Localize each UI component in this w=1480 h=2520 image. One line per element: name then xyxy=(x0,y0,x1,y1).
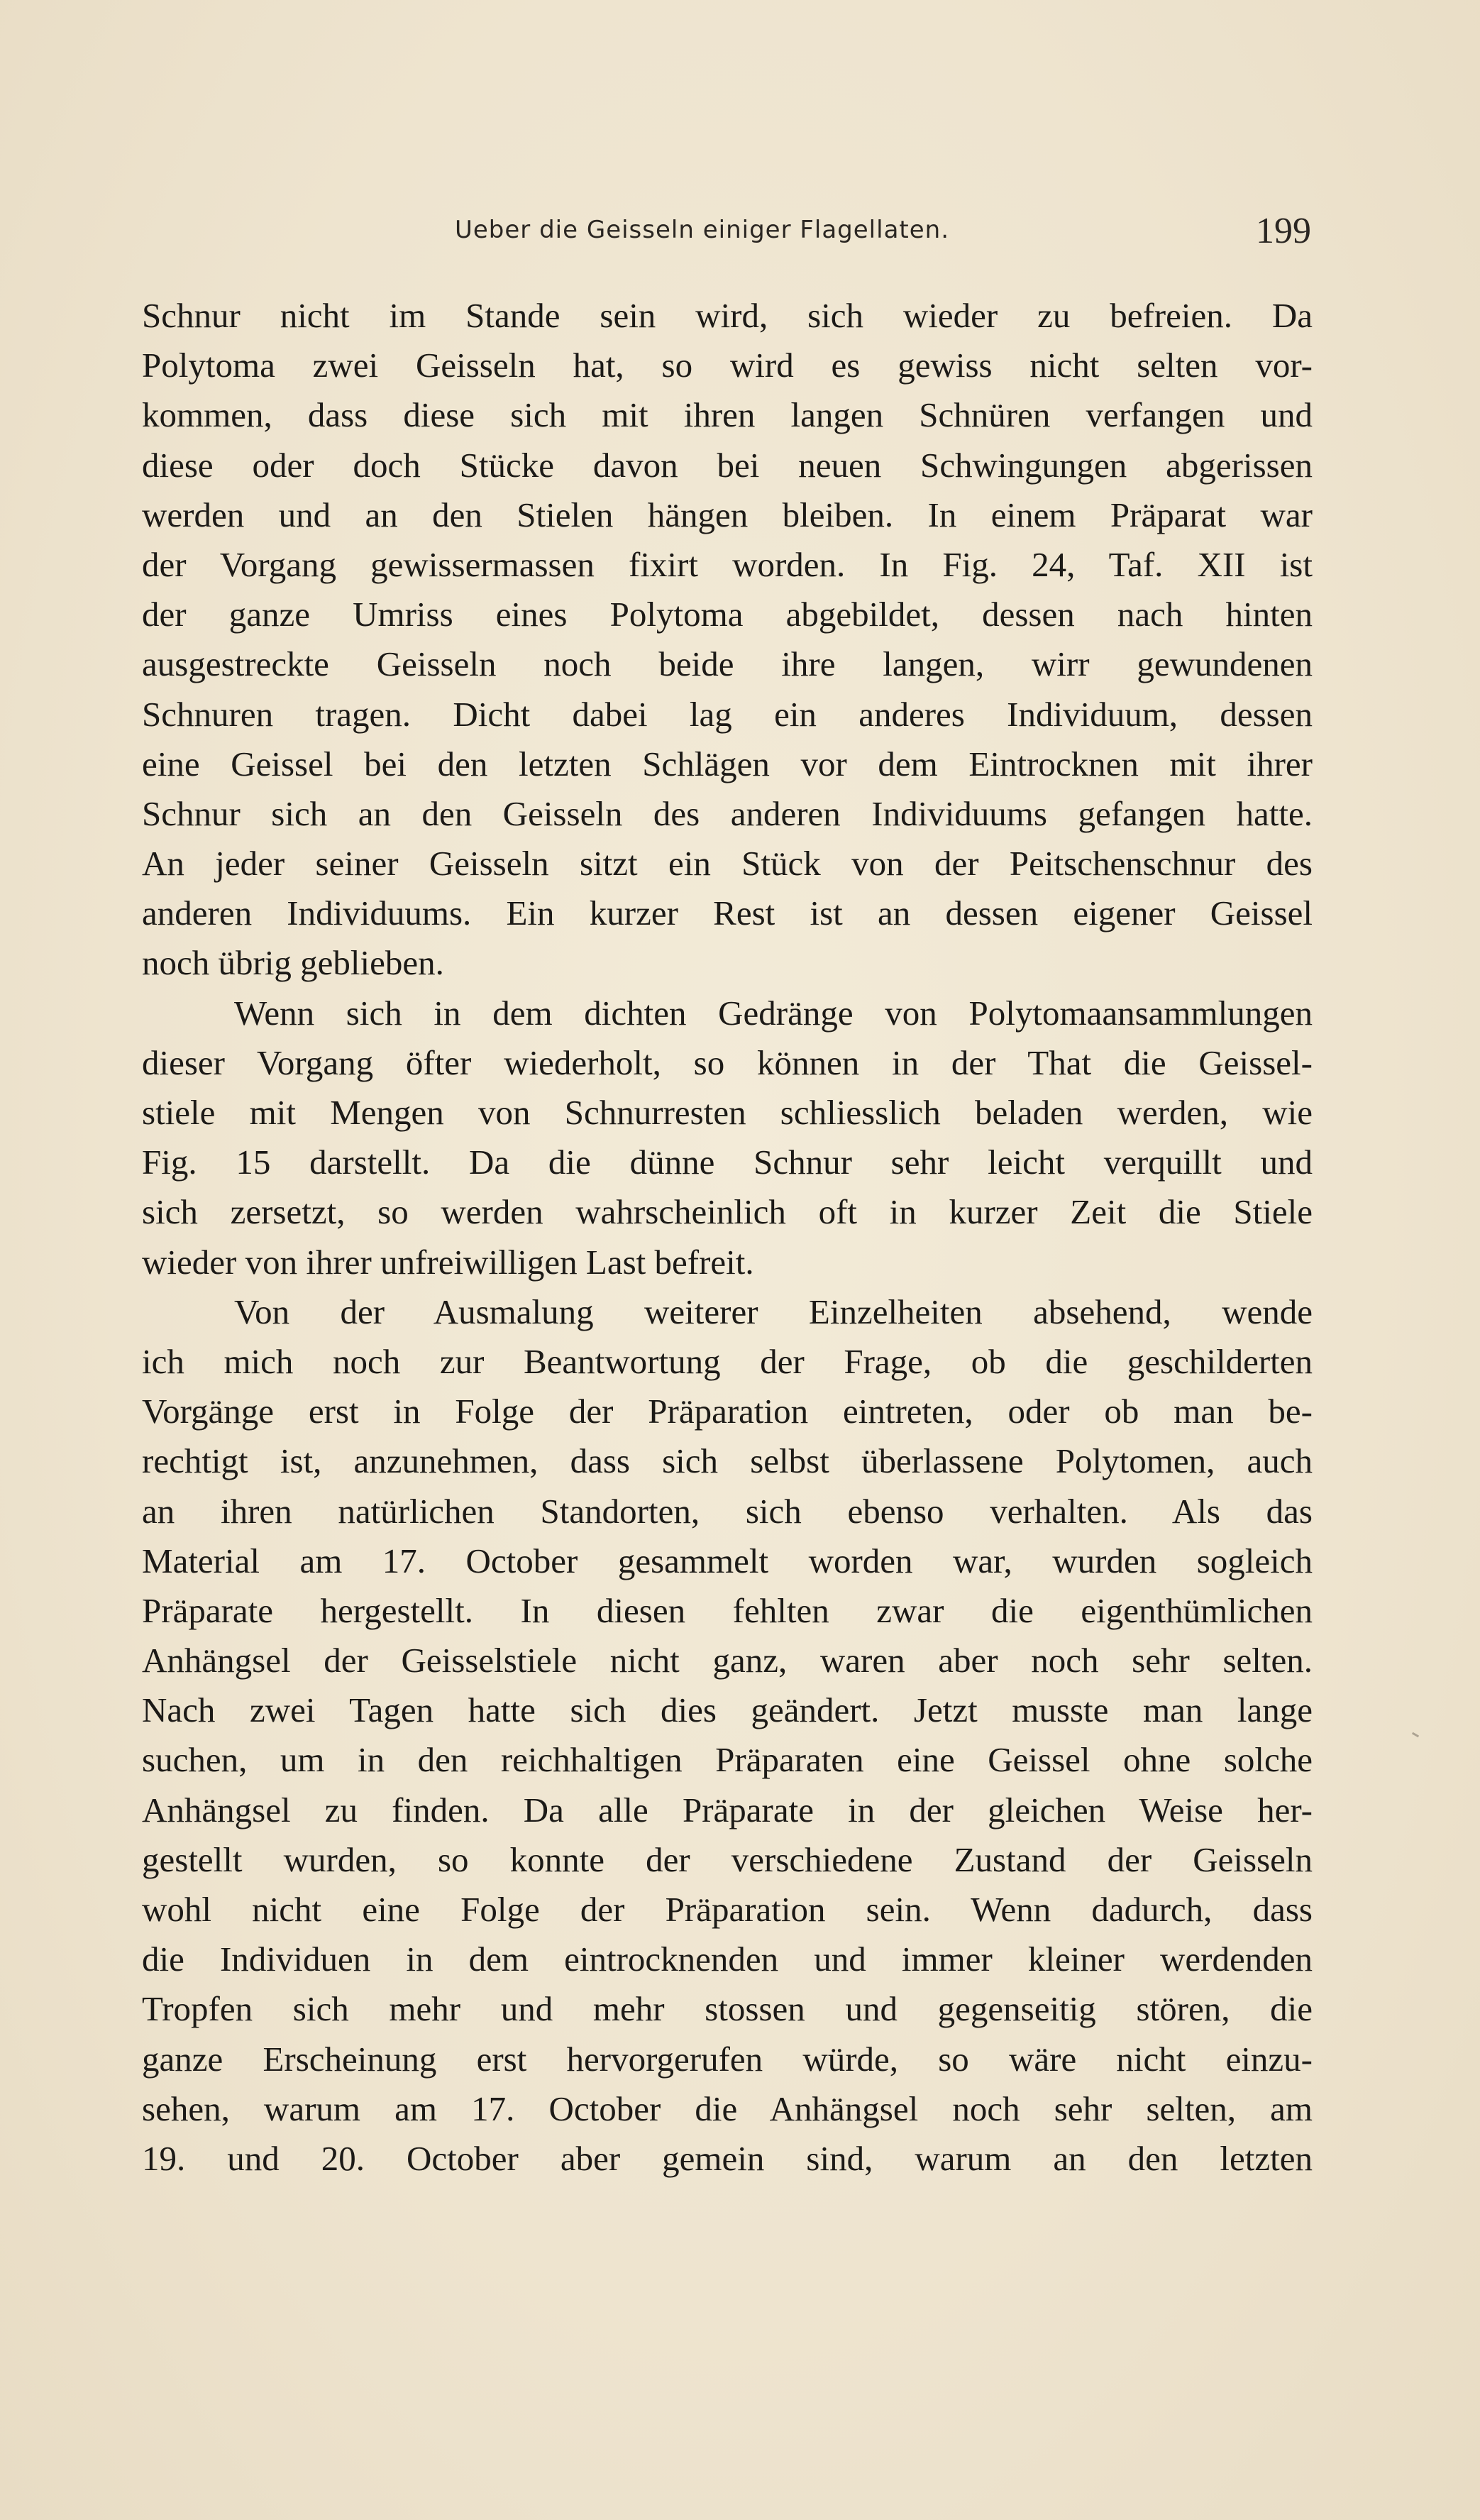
text-line: eine Geissel bei den letzten Schlägen vor dem Eintrocknen mit ihrer xyxy=(142,744,1313,783)
paragraph xyxy=(142,291,1313,989)
text-line: Schnuren tragen. Dicht dabei lag ein anderes Individuum, dessen xyxy=(142,694,1313,734)
text-line: suchen, um in den reichhaltigen Präparaten eine Geissel ohne solche xyxy=(142,1740,1313,1780)
text-line: ausgestreckte Geisseln noch beide ihre langen, wirr gewundenen xyxy=(142,644,1313,684)
paragraph xyxy=(142,989,1313,1287)
text-line: Schnur sich an den Geisseln des anderen Individuums gefangen hatte. xyxy=(142,793,1313,833)
text-line: rechtigt ist, anzunehmen, dass sich selbst überlassene Polytomen, auch xyxy=(142,1441,1313,1481)
text-line: Polytoma zwei Geisseln hat, so wird es gewiss nicht selten vor- xyxy=(142,346,1313,385)
text-line: Vorgänge erst in Folge der Präparation eintreten, oder ob man be- xyxy=(142,1392,1313,1431)
text-line: An jeder seiner Geisseln sitzt ein Stück von der Peitschenschnur des xyxy=(142,844,1313,884)
text-line: werden und an den Stielen hängen bleiben. In einem Präparat war xyxy=(142,495,1313,534)
text-line: stiele mit Mengen von Schnurresten schliesslich beladen werden, wie xyxy=(142,1093,1313,1132)
paragraph xyxy=(142,1287,1313,2184)
text-line: kommen, dass diese sich mit ihren langen Schnüren verfangen und xyxy=(142,395,1313,435)
text-line: sich zersetzt, so werden wahrscheinlich oft in kurzer Zeit die Stiele xyxy=(142,1192,1313,1232)
text-line: noch übrig geblieben. xyxy=(142,943,444,983)
text-line: sehen, warum am 17. October die Anhängsel noch sehr selten, am xyxy=(142,2089,1313,2128)
text-line: wohl nicht eine Folge der Präparation sein. Wenn dadurch, dass xyxy=(142,1890,1313,1929)
text-line: gestellt wurden, so konnte der verschiedene Zustand der Geisseln xyxy=(142,1839,1313,1879)
text-line: 19. und 20. October aber gemein sind, warum an den letzten xyxy=(142,2138,1313,2178)
text-line: diese oder doch Stücke davon bei neuen Schwingungen abgerissen xyxy=(142,445,1313,485)
text-line: anderen Individuums. Ein kurzer Rest ist an dessen eigener Geissel xyxy=(142,893,1313,933)
text-line: an ihren natürlichen Standorten, sich ebenso verhalten. Als das xyxy=(142,1491,1313,1531)
text-line: wieder von ihrer unfreiwilligen Last befreit. xyxy=(142,1242,754,1282)
text-line: Anhängsel der Geisselstiele nicht ganz, waren aber noch sehr selten. xyxy=(142,1641,1313,1680)
text-line: dieser Vorgang öfter wiederholt, so können in der That die Geissel- xyxy=(142,1042,1313,1082)
paper-speck xyxy=(1412,1732,1419,1738)
text-line: der ganze Umriss eines Polytoma abgebildet, dessen nach hinten xyxy=(142,595,1313,634)
text-line: die Individuen in dem eintrocknenden und immer kleiner werdenden xyxy=(142,1939,1313,1979)
text-line: Präparate hergestellt. In diesen fehlten zwar die eigenthümlichen xyxy=(142,1590,1313,1630)
text-line: Fig. 15 darstellt. Da die dünne Schnur sehr leicht verquillt und xyxy=(142,1143,1313,1182)
text-line: ich mich noch zur Beantwortung der Frage, ob die geschilderten xyxy=(142,1341,1313,1381)
running-title: Ueber die Geisseln einiger Flagellaten. xyxy=(455,216,950,244)
text-line: Schnur nicht im Stande sein wird, sich wieder zu befreien. Da xyxy=(142,296,1313,335)
text-line: Material am 17. October gesammelt worden war, wurden sogleich xyxy=(142,1541,1313,1580)
text-line: Von der Ausmalung weiterer Einzelheiten absehend, wende xyxy=(234,1292,1313,1331)
text-line: Nach zwei Tagen hatte sich dies geändert. Jetzt musste man lange xyxy=(142,1690,1313,1730)
text-line: Anhängsel zu finden. Da alle Präparate in der gleichen Weise her- xyxy=(142,1790,1313,1830)
running-head xyxy=(234,210,1313,253)
page-number: 199 xyxy=(1256,211,1311,251)
body-text xyxy=(142,291,1313,2184)
text-line: Wenn sich in dem dichten Gedränge von Polytomaansammlungen xyxy=(234,993,1313,1033)
text-line: ganze Erscheinung erst hervorgerufen würde, so wäre nicht einzu- xyxy=(142,2039,1313,2079)
text-line: der Vorgang gewissermassen fixirt worden. In Fig. 24, Taf. XII ist xyxy=(142,544,1313,584)
text-line: Tropfen sich mehr und mehr stossen und gegenseitig stören, die xyxy=(142,1989,1313,2029)
